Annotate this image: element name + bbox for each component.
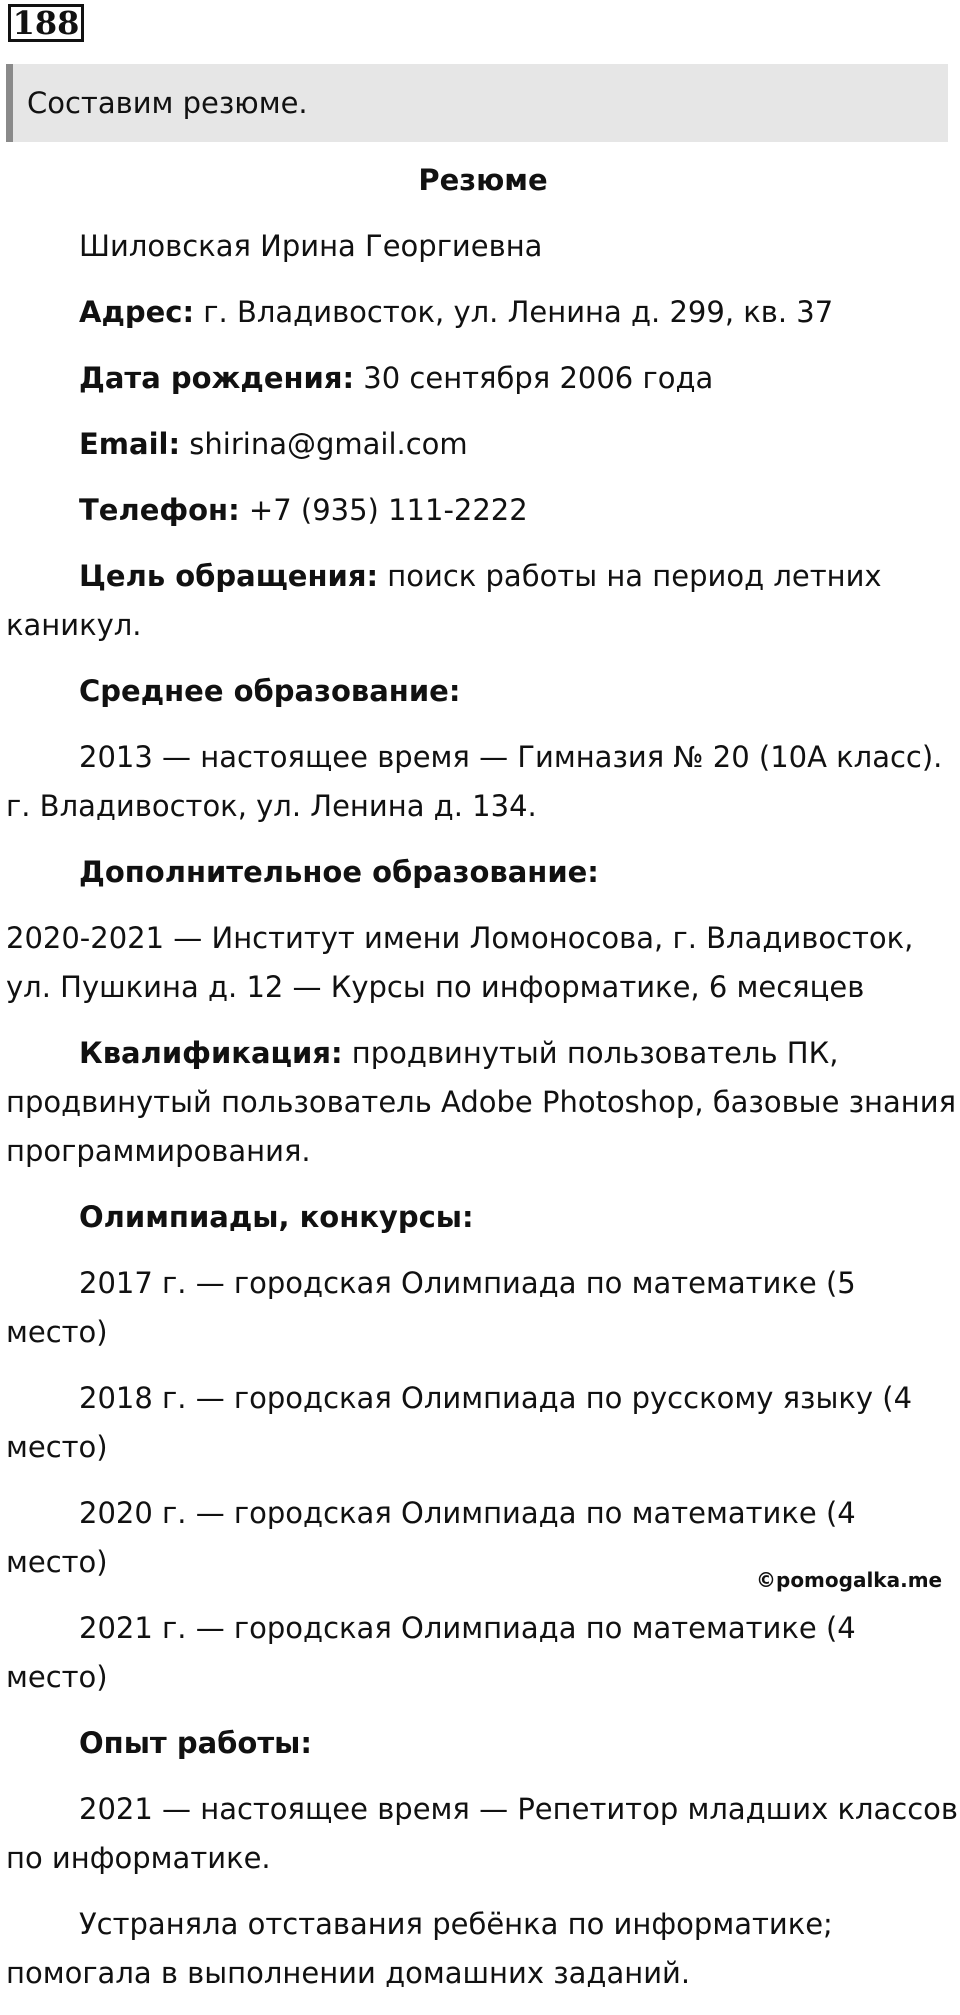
qualification-value: продвинутый пользователь ПК, продвинутый пользователь Adobe Photoshop, базовые знания программирования.: [6, 1036, 957, 1168]
olympiad-item: 2017 г. — городская Олимпиада по математике (5 место): [6, 1266, 856, 1349]
olympiads-heading: [6, 1193, 960, 1242]
address-line: [6, 288, 960, 337]
address-label: Адрес:: [79, 295, 195, 329]
qualification-line: [6, 1029, 960, 1176]
phone-label: Телефон:: [79, 493, 240, 527]
goal-value: поиск работы на период летних каникул.: [6, 559, 882, 642]
extra-education-label: Дополнительное образование:: [79, 855, 599, 889]
birth-line: [6, 354, 960, 403]
resume-name: Шиловская Ирина Георгиевна: [79, 229, 543, 263]
email-line: [6, 420, 960, 469]
phone-line: [6, 486, 960, 535]
phone-value: +7 (935) 111-2222: [239, 493, 528, 527]
experience-heading: [6, 1719, 960, 1768]
birth-label: Дата рождения:: [79, 361, 355, 395]
olympiad-item: 2020 г. — городская Олимпиада по математике (4 место): [6, 1496, 856, 1579]
goal-label: Цель обращения:: [79, 559, 379, 593]
email-value: shirina@gmail.com: [180, 427, 468, 461]
olympiad-item: 2018 г. — городская Олимпиада по русскому языку (4 место): [6, 1381, 913, 1464]
education-text: 2013 — настоящее время — Гимназия № 20 (10А класс). г. Владивосток, ул. Ленина д. 134.: [6, 740, 943, 823]
extra-education-heading: [6, 848, 960, 897]
goal-line: [6, 552, 960, 650]
task-intro-bar: [6, 64, 948, 142]
task-number-badge: 188: [8, 4, 84, 42]
email-label: Email:: [79, 427, 181, 461]
resume-content: [6, 156, 960, 2015]
birth-value: 30 сентября 2006 года: [354, 361, 714, 395]
extra-education-text: 2020-2021 — Институт имени Ломоносова, г. Владивосток, ул. Пушкина д. 12 — Курсы по информатике, 6 месяцев: [6, 921, 914, 1004]
qualification-label: Квалификация:: [79, 1036, 343, 1070]
olympiads-label: Олимпиады, конкурсы:: [79, 1200, 474, 1234]
address-value: г. Владивосток, ул. Ленина д. 299, кв. 37: [194, 295, 834, 329]
education-heading: [6, 667, 960, 716]
experience-item: 2021 — настоящее время — Репетитор младших классов по информатике.: [6, 1792, 958, 1875]
watermark: ©pomogalka.me: [756, 1568, 943, 1592]
experience-item: Устраняла отставания ребёнка по информатике; помогала в выполнении домашних заданий.: [6, 1907, 833, 1990]
resume-title: Резюме: [418, 163, 548, 197]
task-intro-text: Составим резюме.: [27, 86, 308, 120]
education-label: Среднее образование:: [79, 674, 461, 708]
experience-label: Опыт работы:: [79, 1726, 312, 1760]
olympiad-item: 2021 г. — городская Олимпиада по математике (4 место): [6, 1611, 856, 1694]
